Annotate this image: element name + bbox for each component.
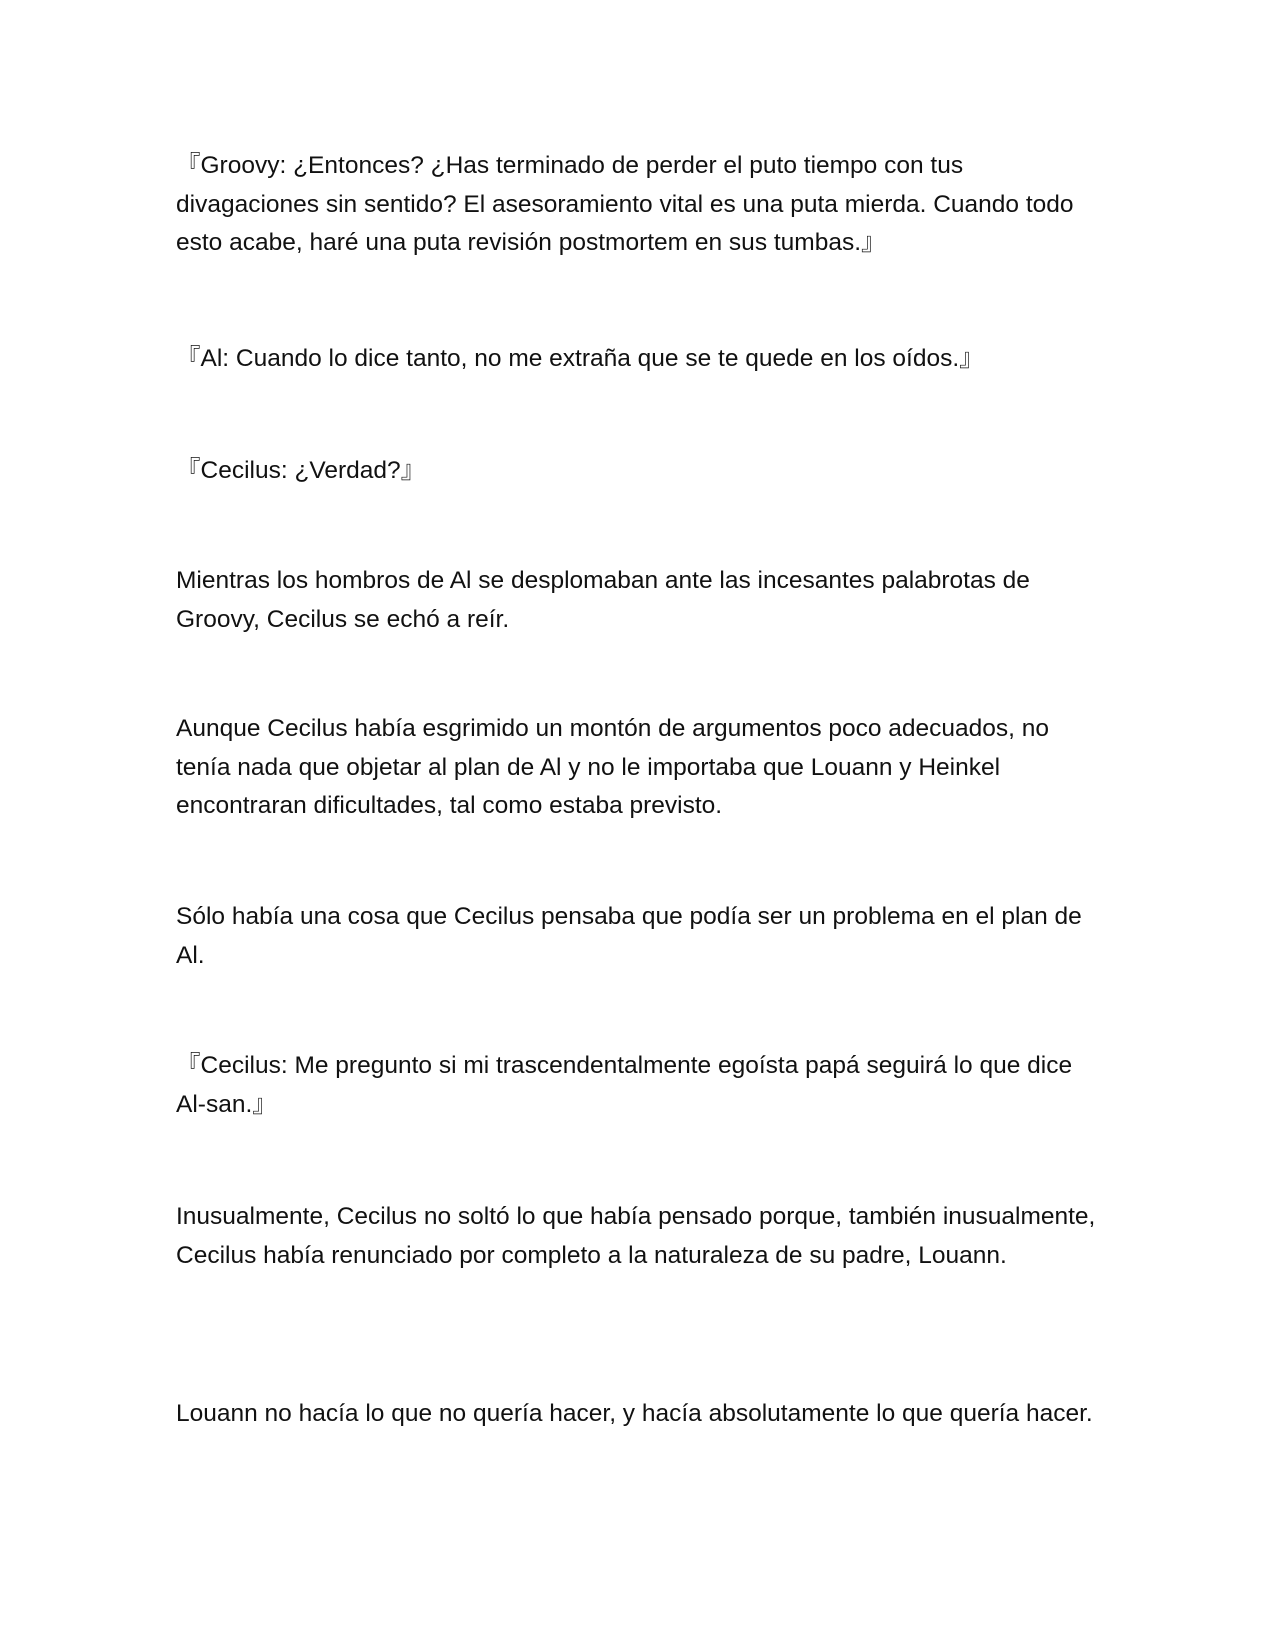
narration-paragraph: Sólo había una cosa que Cecilus pensaba que podía ser un problema en el plan de Al. bbox=[176, 903, 1082, 969]
narration-paragraph: Inusualmente, Cecilus no soltó lo que había pensado porque, también inusualmente, Cecilus había renunciado por completo a la naturaleza de su padre, Louann. bbox=[176, 1203, 1096, 1269]
dialogue-al-paragraph: 『Al: Cuando lo dice tanto, no me extraña que se te quede en los oídos.』 bbox=[176, 345, 984, 372]
dialogue-groovy-paragraph: 『Groovy: ¿Entonces? ¿Has terminado de perder el puto tiempo con tus divagaciones sin sentido? El asesoramiento vital es una puta mierda. Cuando todo esto acabe, haré una puta revisión postmortem en sus tumbas.』 bbox=[176, 152, 1074, 256]
narration-paragraph: Mientras los hombros de Al se desplomaban ante las incesantes palabrotas de Groovy, Cecilus se echó a reír. bbox=[176, 567, 1030, 633]
narration-paragraph: Aunque Cecilus había esgrimido un montón de argumentos poco adecuados, no tenía nada que objetar al plan de Al y no le importaba que Louann y Heinkel encontraran dificultades, tal como estaba previsto. bbox=[176, 715, 1050, 819]
narration-paragraph: Louann no hacía lo que no quería hacer, y hacía absolutamente lo que quería hacer. bbox=[176, 1400, 1093, 1427]
dialogue-cecilus-paragraph: 『Cecilus: Me pregunto si mi trascendentalmente egoísta papá seguirá lo que dice Al-san.』 bbox=[176, 1052, 1073, 1118]
dialogue-cecilus-paragraph: 『Cecilus: ¿Verdad?』 bbox=[176, 457, 426, 484]
